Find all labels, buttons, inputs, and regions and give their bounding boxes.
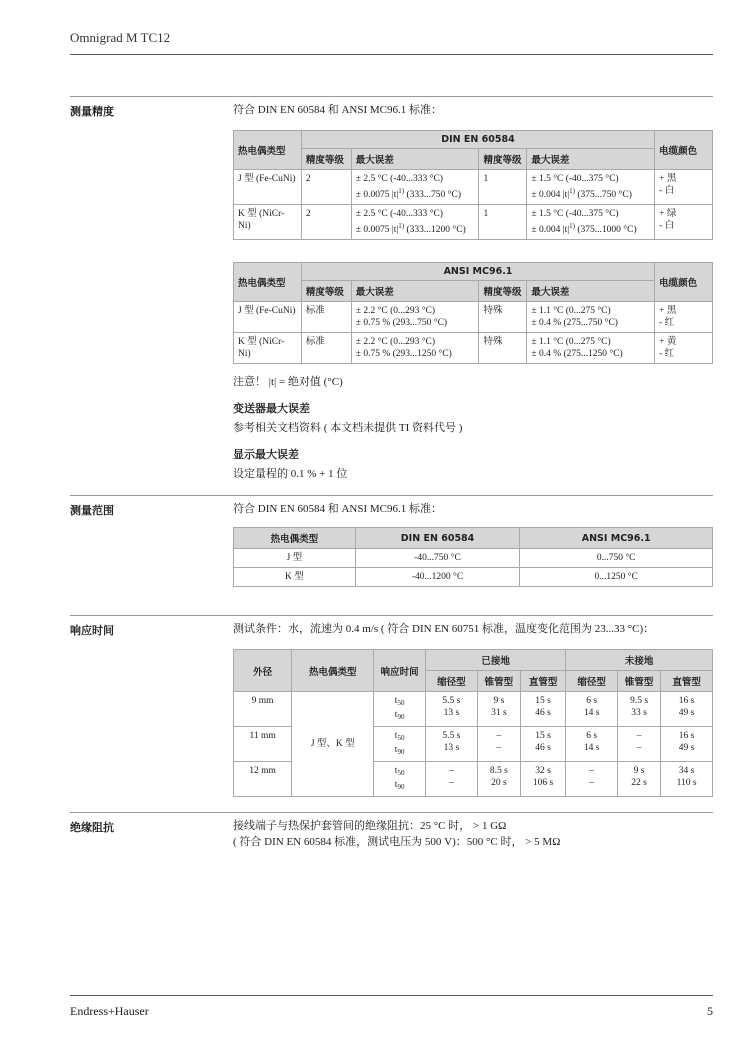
cell-class: 标准 [301,302,351,333]
brand-name: Endress+Hauser [70,1004,149,1018]
header-straight: 直管型 [661,671,713,692]
err-line: (333...750 °C) [406,190,461,200]
cell-cable [655,302,713,333]
t50-value: 8.5 s [489,766,508,776]
ansi-header-maxerr: 最大误差 [527,281,655,302]
t50-value: 9.5 s [630,696,649,706]
err-line: (333...1200 °C) [406,225,466,235]
cell-od: 11 mm [234,727,292,762]
t90-value: – [636,743,642,753]
section-range [233,501,713,587]
abs-value-note: 注意！ |t| = 绝对值 (°C) [233,376,343,388]
t50-value: – [589,766,594,776]
footnote-mark: 1) [569,187,576,195]
cell-type: J 型 (Fe-CuNi) [234,302,302,333]
err-line: ± 2.2 °C (0...293 °C) [355,337,436,347]
t90-value: 14 s [583,708,600,718]
err-line: ± 0.004 |t| [531,190,570,200]
t50-label [395,696,405,706]
table-row [234,205,713,240]
ansi-header-type: 热电偶类型 [234,263,302,302]
header-od: 外径 [234,650,292,692]
section-label-insulation: 绝缘阻抗 [70,821,114,834]
cell-value [477,692,520,727]
cell-class: 1 [479,205,527,240]
cell-cable [655,333,713,364]
t50-value: 5.5 s [442,731,461,741]
t50-value: 15 s [535,731,551,741]
cell-value [566,762,618,797]
cell-value [618,762,661,797]
cell-value [661,692,713,727]
cell-value [520,762,565,797]
t90-value: 20 s [491,778,507,788]
cell-value [661,762,713,797]
t50-subscript: 50 [397,769,405,777]
t90-label [395,745,405,755]
err-line: ± 0.4 % (275...750 °C) [531,318,618,328]
din-header-maxerr: 最大误差 [351,149,479,170]
t90-subscript: 90 [397,783,405,791]
insulation-line-2: ( 符合 DIN EN 60584 标准，测试电压为 500 V)：500 °C 时， > 5 MΩ [233,836,561,848]
section-divider [70,812,713,813]
cell-od: 12 mm [234,762,292,797]
ansi-accuracy-table [233,262,713,364]
din-header-type: 热电偶类型 [234,131,302,170]
cell-class: 标准 [301,333,351,364]
din-header-cable: 电缆颜色 [655,131,713,170]
cell-value [661,727,713,762]
cell-maxerr [527,170,655,205]
cell-type: J 型、K 型 [292,692,374,797]
t90-value: – [589,778,594,788]
t90-value: 110 s [676,778,697,788]
t90-value: 106 s [532,778,554,788]
cell-value [618,727,661,762]
section-label-range: 测量范围 [70,504,114,517]
t50-value: 32 s [535,766,551,776]
cell-type: K 型 (NiCr-Ni) [234,205,302,240]
range-header-din: DIN EN 60584 [355,528,520,549]
t-symbol: t [394,745,398,755]
header-reduced: 缩径型 [566,671,618,692]
cell-maxerr [351,205,479,240]
cell-value [566,692,618,727]
t50-value: 6 s [586,731,598,741]
section-accuracy [233,102,713,482]
range-table [233,527,713,587]
cable-color: + 黑 [659,174,677,184]
display-error-text: 设定量程的 0.1 % + 1 位 [233,468,348,480]
cell-value [426,692,478,727]
insulation-line-1: 接线端子与热保护套管间的绝缘阻抗：25 °C 时， > 1 GΩ [233,820,507,832]
err-line: ± 0.4 % (275...1250 °C) [531,349,623,359]
t50-value: 16 s [678,731,695,741]
header-ungrounded: 未接地 [566,650,713,671]
header-type: 热电偶类型 [292,650,374,692]
t90-label [395,780,405,790]
t50-value: – [496,731,502,741]
display-error-heading: 显示最大误差 [233,448,299,461]
t90-value: 13 s [443,743,460,753]
err-line: ± 2.5 °C (-40...333 °C) [355,174,443,184]
err-line: ± 0.004 |t| [531,225,570,235]
t-symbol: t [394,710,398,720]
din-header-class: 精度等级 [301,149,351,170]
section-divider [70,495,713,496]
t50-label [395,766,405,776]
cell-class: 2 [301,205,351,240]
cable-color: + 黄 [659,337,677,347]
t50-subscript: 50 [397,699,405,707]
err-line: (375...1000 °C) [577,225,637,235]
header-reduced: 缩径型 [426,671,478,692]
section-divider [70,615,713,616]
ansi-header-class: 精度等级 [301,281,351,302]
ansi-header-group: ANSI MC96.1 [301,263,654,281]
t50-value: 6 s [586,696,598,706]
din-header-maxerr: 最大误差 [527,149,655,170]
t50-value: – [449,766,454,776]
err-line: ± 0.0075 |t| [355,225,399,235]
err-line: (375...750 °C) [577,190,632,200]
ansi-header-maxerr: 最大误差 [351,281,479,302]
footnote-mark: 1) [398,222,405,230]
page-footer [70,995,713,1019]
t50-value: 16 s [678,696,695,706]
t90-value: 14 s [583,743,600,753]
err-line: ± 0.75 % (293...750 °C) [355,318,448,328]
section-response [233,621,713,797]
cell-value [426,762,478,797]
cell-value [520,692,565,727]
t90-value: – [449,778,454,788]
section-label-accuracy: 测量精度 [70,105,114,118]
din-accuracy-table [233,130,713,240]
t90-label [395,710,405,720]
din-header-class: 精度等级 [479,149,527,170]
cable-color: - 白 [659,186,675,196]
t90-value: 49 s [678,743,695,753]
page-header [70,30,713,55]
table-row [234,170,713,205]
t-symbol: t [394,696,398,706]
footnote-mark: 1) [398,187,405,195]
header-straight: 直管型 [520,671,565,692]
cable-color: - 红 [659,318,675,328]
t90-value: 13 s [443,708,460,718]
range-header-ansi: ANSI MC96.1 [520,528,713,549]
cell-maxerr [527,302,655,333]
transmitter-error-text: 参考相关文档资料 ( 本文档未提供 TI 资料代号 ) [233,422,463,434]
document-title: Omnigrad M TC12 [70,30,171,45]
range-intro: 符合 DIN EN 60584 和 ANSI MC96.1 标准： [233,503,442,515]
t50-subscript: 50 [397,734,405,742]
t50-label [395,731,405,741]
cell-din: -40...750 °C [355,549,520,568]
cell-class: 特殊 [479,333,527,364]
cell-cable [655,205,713,240]
header-tapered: 锥管型 [618,671,661,692]
cell-ansi: 0...750 °C [520,549,713,568]
t50-value: – [636,731,642,741]
cell-type: J 型 [234,549,356,568]
cell-maxerr [351,302,479,333]
cable-color: - 白 [659,221,675,231]
cell-value [566,727,618,762]
t-symbol: t [394,731,398,741]
err-line: ± 0.0075 |t| [355,190,399,200]
t50-value: 34 s [678,766,695,776]
ansi-header-cable: 电缆颜色 [655,263,713,302]
cell-din: -40...1200 °C [355,568,520,587]
t90-value: 46 s [535,708,551,718]
cell-t-labels [374,727,426,762]
cable-color: + 绿 [659,209,677,219]
table-row [234,692,713,727]
cell-value [477,762,520,797]
err-line: ± 1.5 °C (-40...375 °C) [531,209,619,219]
table-row [234,302,713,333]
t90-value: – [496,743,502,753]
page-number: 5 [707,1004,713,1018]
cable-color: - 红 [659,349,675,359]
din-header-group: DIN EN 60584 [301,131,654,149]
t50-value: 9 s [633,766,645,776]
cell-od: 9 mm [234,692,292,727]
t90-value: 31 s [491,708,507,718]
table-row [234,333,713,364]
cell-class: 特殊 [479,302,527,333]
cell-value [520,727,565,762]
err-line: ± 1.1 °C (0...275 °C) [531,337,611,347]
table-row [234,549,713,568]
cell-value [618,692,661,727]
header-response: 响应时间 [374,650,426,692]
t50-value: 9 s [493,696,505,706]
cell-maxerr [351,170,479,205]
t50-value: 5.5 s [442,696,461,706]
err-line: ± 1.1 °C (0...275 °C) [531,306,611,316]
cell-value [426,727,478,762]
cell-type: K 型 (NiCr-Ni) [234,333,302,364]
cell-cable [655,170,713,205]
t90-subscript: 90 [397,748,405,756]
cell-class: 2 [301,170,351,205]
cell-t-labels [374,692,426,727]
section-insulation [233,818,713,850]
accuracy-intro: 符合 DIN EN 60584 和 ANSI MC96.1 标准： [233,104,442,116]
err-line: ± 1.5 °C (-40...375 °C) [531,174,619,184]
cell-value [477,727,520,762]
cell-class: 1 [479,170,527,205]
err-line: ± 2.5 °C (-40...333 °C) [355,209,443,219]
footnote-mark: 1) [569,222,576,230]
err-line: ± 0.75 % (293...1250 °C) [355,349,452,359]
t50-value: 15 s [535,696,551,706]
t90-value: 46 s [535,743,551,753]
range-header-type: 热电偶类型 [234,528,356,549]
cell-maxerr [351,333,479,364]
header-grounded: 已接地 [426,650,566,671]
t90-value: 49 s [678,708,695,718]
transmitter-error-heading: 变送器最大误差 [233,402,310,415]
cell-ansi: 0...1250 °C [520,568,713,587]
response-table [233,649,713,797]
response-intro: 测试条件：水，流速为 0.4 m/s ( 符合 DIN EN 60751 标准，温度变化范围为 23...33 °C)： [233,623,655,635]
section-divider [70,96,713,97]
t90-subscript: 90 [397,713,405,721]
t-symbol: t [394,766,398,776]
cell-maxerr [527,205,655,240]
err-line: ± 2.2 °C (0...293 °C) [355,306,436,316]
table-row [234,568,713,587]
cell-maxerr [527,333,655,364]
header-tapered: 锥管型 [477,671,520,692]
ansi-header-class: 精度等级 [479,281,527,302]
t90-value: 22 s [631,778,647,788]
cable-color: + 黑 [659,306,677,316]
t90-value: 33 s [631,708,647,718]
section-label-response: 响应时间 [70,624,114,637]
t-symbol: t [394,780,398,790]
cell-type: J 型 (Fe-CuNi) [234,170,302,205]
cell-t-labels [374,762,426,797]
cell-type: K 型 [234,568,356,587]
